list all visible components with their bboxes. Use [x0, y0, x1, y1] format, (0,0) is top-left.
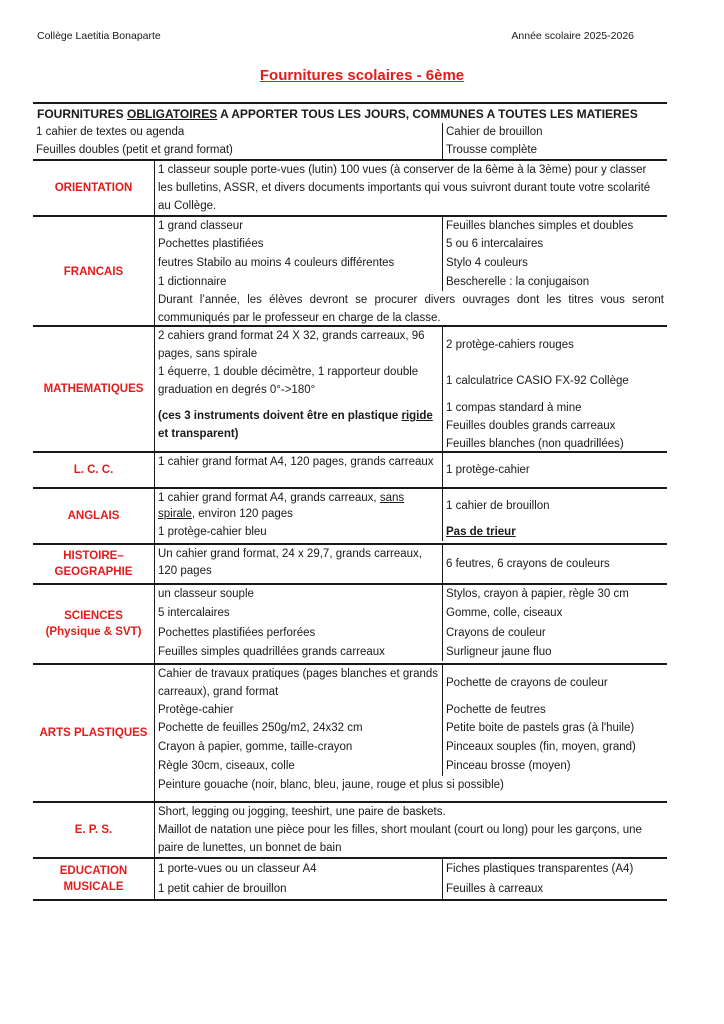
list-item: 5 ou 6 intercalaires — [446, 238, 544, 250]
section-musique — [33, 859, 667, 901]
list-item: Pinceaux souples (fin, moyen, grand) — [446, 741, 636, 753]
common-item: Feuilles doubles (petit et grand format) — [33, 141, 443, 159]
school-year: Année scolaire 2025-2026 — [511, 30, 634, 42]
section-label: ANGLAIS — [33, 489, 155, 543]
section-eps — [33, 803, 667, 859]
list-item: Crayon à papier, gomme, taille-crayon — [155, 738, 443, 757]
list-item: 5 intercalaires — [155, 603, 443, 623]
list-item: Cahier de travaux pratiques (pages blanches et grands carreaux), grand format — [155, 665, 443, 701]
section-francais — [33, 217, 667, 327]
list-item: 1 cahier grand format A4, grands carreaux, sans spirale, environ 120 pages — [155, 489, 443, 523]
eps-line: Maillot de natation une pièce pour les filles, short moulant (court ou long) pour les garçons, une paire de lunettes, un bonnet de bain — [158, 824, 642, 854]
section-label: MATHEMATIQUES — [33, 327, 155, 451]
section-maths — [33, 327, 667, 453]
list-item: 2 protège-cahiers rouges — [446, 339, 574, 351]
list-item: 1 équerre, 1 double décimètre, 1 rapporteur double graduation en degrés 0°->180° — [155, 363, 443, 399]
section-sciences — [33, 585, 667, 665]
list-item: Fiches plastiques transparentes (A4) — [446, 863, 634, 875]
list-item: 1 protège-cahier — [446, 464, 530, 476]
common-item: Cahier de brouillon — [446, 126, 543, 138]
list-item: Bescherelle : la conjugaison — [446, 276, 590, 288]
list-item: 1 protège-cahier bleu — [155, 523, 443, 541]
list-item: 1 petit cahier de brouillon — [155, 879, 443, 899]
list-item: Feuilles à carreaux — [446, 883, 544, 895]
section-arts — [33, 665, 667, 803]
list-item: 1 dictionnaire — [155, 273, 443, 291]
list-item: Stylos, crayon à papier, règle 30 cm — [446, 588, 629, 600]
section-label: ORIENTATION — [33, 161, 155, 215]
list-item: Pochette de crayons de couleur — [446, 677, 608, 689]
list-item: Feuilles blanches simples et doubles — [446, 220, 634, 232]
list-item: feutres Stabilo au moins 4 couleurs différentes — [155, 253, 443, 273]
list-item: Feuilles simples quadrillées grands carreaux — [155, 643, 443, 661]
eps-line: Short, legging ou jogging, teeshirt, une paire de baskets. — [158, 806, 446, 818]
list-item: Pinceau brosse (moyen) — [446, 760, 571, 772]
section-label: HISTOIRE– GEOGRAPHIE — [33, 545, 155, 583]
list-item: Gomme, colle, ciseaux — [446, 607, 563, 619]
list-item: Pochettes plastifiées perforées — [155, 623, 443, 643]
list-item: 1 cahier de brouillon — [446, 500, 550, 512]
section-lcc — [33, 453, 667, 489]
common-supplies-block — [33, 104, 667, 161]
section-label: ARTS PLASTIQUES — [33, 665, 155, 801]
list-item: un classeur souple — [155, 585, 443, 603]
list-item: Règle 30cm, ciseaux, colle — [155, 757, 443, 776]
list-item: Stylo 4 couleurs — [446, 257, 528, 269]
list-item: Feuilles blanches (non quadrillées) — [446, 438, 624, 450]
maths-warning: (ces 3 instruments doivent être en plastique rigide et transparent) — [155, 399, 443, 453]
list-item: Protège-cahier — [155, 701, 443, 719]
school-name: Collège Laetitia Bonaparte — [37, 30, 161, 42]
section-label: SCIENCES (Physique & SVT) — [33, 585, 155, 663]
section-anglais — [33, 489, 667, 545]
list-item: 1 compas standard à mine — [446, 402, 582, 414]
list-item: Crayons de couleur — [446, 627, 546, 639]
common-heading: FOURNITURES OBLIGATOIRES A APPORTER TOUS LES JOURS, COMMUNES A TOUTES LES MATIERES — [37, 107, 638, 121]
list-item: 1 calculatrice CASIO FX-92 Collège — [446, 375, 629, 387]
section-label: E. P. S. — [33, 803, 155, 857]
arts-gouache: Peinture gouache (noir, blanc, bleu, jaune, rouge et plus si possible) — [158, 779, 504, 791]
section-orientation — [33, 161, 667, 217]
section-label: FRANCAIS — [33, 217, 155, 327]
list-item: Pochette de feuilles 250g/m2, 24x32 cm — [155, 719, 443, 738]
list-item: Surligneur jaune fluo — [446, 646, 552, 658]
list-item: 2 cahiers grand format 24 X 32, grands carreaux, 96 pages, sans spirale — [155, 327, 443, 363]
francais-note: Durant l’année, les élèves devront se procurer divers ouvrages dont les titres vous seront communiqués par le professeur en charge de la classe. — [158, 294, 664, 324]
common-item: 1 cahier de textes ou agenda — [33, 123, 443, 141]
list-item: Petite boite de pastels gras (à l'huile) — [446, 722, 635, 734]
list-item: 1 cahier grand format A4, 120 pages, grands carreaux — [155, 453, 443, 487]
list-item: Feuilles doubles grands carreaux — [446, 420, 616, 432]
supplies-table — [33, 102, 667, 901]
list-item: Pochette de feutres — [446, 704, 546, 716]
list-item: Pochettes plastifiées — [155, 235, 443, 253]
common-item: Trousse complète — [446, 144, 537, 156]
orientation-text: 1 classeur souple porte-vues (lutin) 100 vues (à conserver de la 6ème à la 3ème) pour y classer les bulletins, ASSR, et divers documents importants qui vous suivront durant toute votre scolarité au Collège. — [158, 164, 651, 212]
page-title: Fournitures scolaires - 6ème — [259, 67, 465, 84]
list-item: Un cahier grand format, 24 x 29,7, grands carreaux, 120 pages — [155, 545, 443, 583]
section-label: L. C. C. — [33, 453, 155, 487]
list-item: 1 porte-vues ou un classeur A4 — [155, 859, 443, 879]
list-item: Pas de trieur — [446, 526, 516, 538]
section-histoire — [33, 545, 667, 585]
list-item: 1 grand classeur — [155, 217, 443, 235]
list-item: 6 feutres, 6 crayons de couleurs — [446, 558, 610, 570]
section-label: EDUCATION MUSICALE — [33, 859, 155, 899]
